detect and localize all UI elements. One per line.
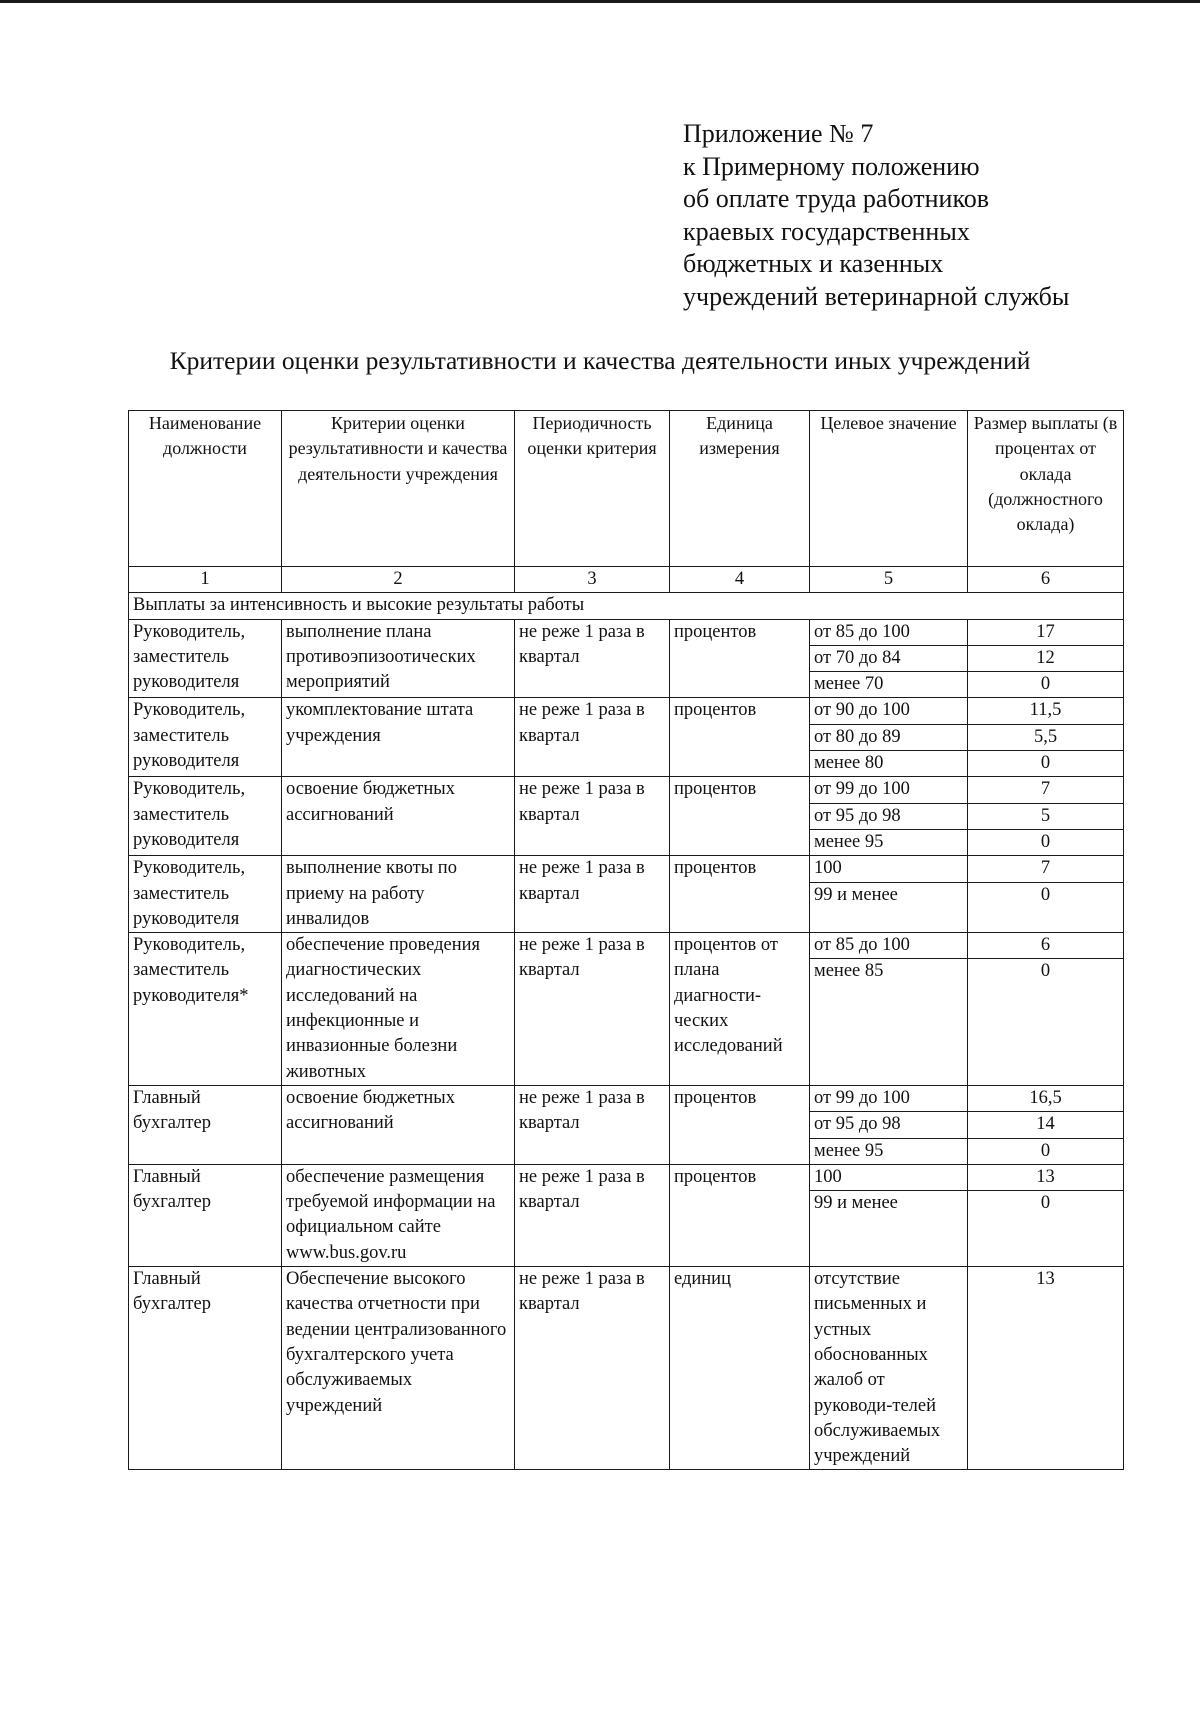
cell-unit: процентов bbox=[670, 777, 810, 856]
cell-position: Руководитель, заместитель руководителя bbox=[129, 777, 282, 856]
cell-criterion: выполнение квоты по приему на работу инвалидов bbox=[282, 856, 515, 933]
cell-period: не реже 1 раза в квартал bbox=[515, 856, 670, 933]
cell-period: не реже 1 раза в квартал bbox=[515, 933, 670, 1086]
cell-payment: 13 bbox=[968, 1164, 1124, 1190]
cell-target: от 99 до 100 bbox=[810, 777, 968, 803]
cell-position: Руководитель, заместитель руководителя bbox=[129, 619, 282, 698]
table-row bbox=[129, 1085, 1124, 1111]
cell-payment: 16,5 bbox=[968, 1085, 1124, 1111]
criteria-table bbox=[128, 410, 1124, 1470]
table-row bbox=[129, 698, 1124, 724]
cell-criterion: освоение бюджетных ассигнований bbox=[282, 1085, 515, 1164]
cell-target: от 99 до 100 bbox=[810, 1085, 968, 1111]
column-number-row bbox=[129, 567, 1124, 593]
table-header-row bbox=[129, 411, 1124, 567]
cell-unit: процентов от плана диагности-ческих исследований bbox=[670, 933, 810, 1086]
cell-criterion: обеспечение проведения диагностических исследований на инфекционные и инвазионные болезни животных bbox=[282, 933, 515, 1086]
cell-payment: 0 bbox=[968, 751, 1124, 777]
cell-period: не реже 1 раза в квартал bbox=[515, 619, 670, 698]
cell-payment: 14 bbox=[968, 1112, 1124, 1138]
cell-criterion: освоение бюджетных ассигнований bbox=[282, 777, 515, 856]
cell-position: Главный бухгалтер bbox=[129, 1164, 282, 1266]
table-row bbox=[129, 933, 1124, 959]
cell-period: не реже 1 раза в квартал bbox=[515, 698, 670, 777]
cell-target: менее 95 bbox=[810, 1138, 968, 1164]
cell-payment: 13 bbox=[968, 1267, 1124, 1470]
cell-target: менее 70 bbox=[810, 672, 968, 698]
cell-unit: процентов bbox=[670, 619, 810, 698]
cell-target: от 90 до 100 bbox=[810, 698, 968, 724]
cell-payment: 7 bbox=[968, 777, 1124, 803]
cell-period: не реже 1 раза в квартал bbox=[515, 777, 670, 856]
cell-criterion: выполнение плана противоэпизоотических мероприятий bbox=[282, 619, 515, 698]
cell-target: менее 95 bbox=[810, 829, 968, 855]
column-number: 3 bbox=[515, 567, 670, 593]
section-heading: Выплаты за интенсивность и высокие результаты работы bbox=[129, 593, 1124, 619]
scan-top-edge bbox=[0, 0, 1200, 3]
cell-payment: 0 bbox=[968, 1191, 1124, 1267]
cell-payment: 0 bbox=[968, 882, 1124, 933]
section-row bbox=[129, 593, 1124, 619]
table-row bbox=[129, 856, 1124, 882]
cell-unit: процентов bbox=[670, 856, 810, 933]
cell-position: Главный бухгалтер bbox=[129, 1267, 282, 1470]
cell-target: 99 и менее bbox=[810, 882, 968, 933]
cell-target: менее 85 bbox=[810, 959, 968, 1085]
appendix-reference bbox=[683, 118, 1143, 313]
cell-target: от 70 до 84 bbox=[810, 645, 968, 671]
cell-payment: 0 bbox=[968, 829, 1124, 855]
column-number: 6 bbox=[968, 567, 1124, 593]
cell-target: от 95 до 98 bbox=[810, 1112, 968, 1138]
cell-criterion: обеспечение размещения требуемой информации на официальном сайте www.bus.gov.ru bbox=[282, 1164, 515, 1266]
cell-position: Руководитель, заместитель руководителя* bbox=[129, 933, 282, 1086]
cell-criterion: укомплектование штата учреждения bbox=[282, 698, 515, 777]
cell-payment: 0 bbox=[968, 672, 1124, 698]
header-criterion: Критерии оценки результативности и качества деятельности учреждения bbox=[282, 411, 515, 567]
cell-target: 100 bbox=[810, 856, 968, 882]
column-number: 4 bbox=[670, 567, 810, 593]
appendix-line: об оплате труда работников bbox=[683, 184, 990, 213]
cell-period: не реже 1 раза в квартал bbox=[515, 1164, 670, 1266]
cell-target: отсутствие письменных и устных обоснованных жалоб от руководи-телей обслуживаемых учреждений bbox=[810, 1267, 968, 1470]
cell-position: Руководитель, заместитель руководителя bbox=[129, 856, 282, 933]
cell-period: не реже 1 раза в квартал bbox=[515, 1085, 670, 1164]
cell-payment: 11,5 bbox=[968, 698, 1124, 724]
table-row bbox=[129, 619, 1124, 645]
column-number: 2 bbox=[282, 567, 515, 593]
cell-payment: 5 bbox=[968, 803, 1124, 829]
header-period: Периодичность оценки критерия bbox=[515, 411, 670, 567]
cell-target: 99 и менее bbox=[810, 1191, 968, 1267]
document-title: Критерии оценки результативности и качества деятельности иных учреждений bbox=[169, 346, 1031, 375]
cell-unit: процентов bbox=[670, 698, 810, 777]
appendix-line: учреждений ветеринарной службы bbox=[683, 281, 1070, 311]
header-payment: Размер выплаты (в процентах от оклада (должностного оклада) bbox=[968, 411, 1124, 567]
cell-target: 100 bbox=[810, 1164, 968, 1190]
appendix-line: бюджетных и казенных bbox=[683, 249, 944, 278]
column-number: 1 bbox=[129, 567, 282, 593]
header-target: Целевое значение bbox=[810, 411, 968, 567]
cell-payment: 6 bbox=[968, 933, 1124, 959]
cell-position: Главный бухгалтер bbox=[129, 1085, 282, 1164]
cell-unit: процентов bbox=[670, 1164, 810, 1266]
cell-unit: единиц bbox=[670, 1267, 810, 1470]
cell-payment: 17 bbox=[968, 619, 1124, 645]
appendix-line: краевых государственных bbox=[683, 216, 970, 246]
cell-target: от 85 до 100 bbox=[810, 933, 968, 959]
cell-target: менее 80 bbox=[810, 751, 968, 777]
appendix-line: к Примерному положению bbox=[683, 151, 980, 181]
cell-unit: процентов bbox=[670, 1085, 810, 1164]
cell-period: не реже 1 раза в квартал bbox=[515, 1267, 670, 1470]
cell-position: Руководитель, заместитель руководителя bbox=[129, 698, 282, 777]
table-row bbox=[129, 777, 1124, 803]
cell-payment: 7 bbox=[968, 856, 1124, 882]
column-number: 5 bbox=[810, 567, 968, 593]
header-unit: Единица измерения bbox=[670, 411, 810, 567]
header-position: Наименование должности bbox=[129, 411, 282, 567]
cell-payment: 0 bbox=[968, 1138, 1124, 1164]
appendix-line: Приложение № 7 bbox=[683, 119, 874, 148]
table-row bbox=[129, 1164, 1124, 1190]
cell-payment: 0 bbox=[968, 959, 1124, 1085]
cell-payment: 5,5 bbox=[968, 724, 1124, 750]
cell-target: от 95 до 98 bbox=[810, 803, 968, 829]
cell-payment: 12 bbox=[968, 645, 1124, 671]
cell-criterion: Обеспечение высокого качества отчетности при ведении централизованного бухгалтерского учета обслуживаемых учреждений bbox=[282, 1267, 515, 1470]
cell-target: от 85 до 100 bbox=[810, 619, 968, 645]
cell-target: от 80 до 89 bbox=[810, 724, 968, 750]
